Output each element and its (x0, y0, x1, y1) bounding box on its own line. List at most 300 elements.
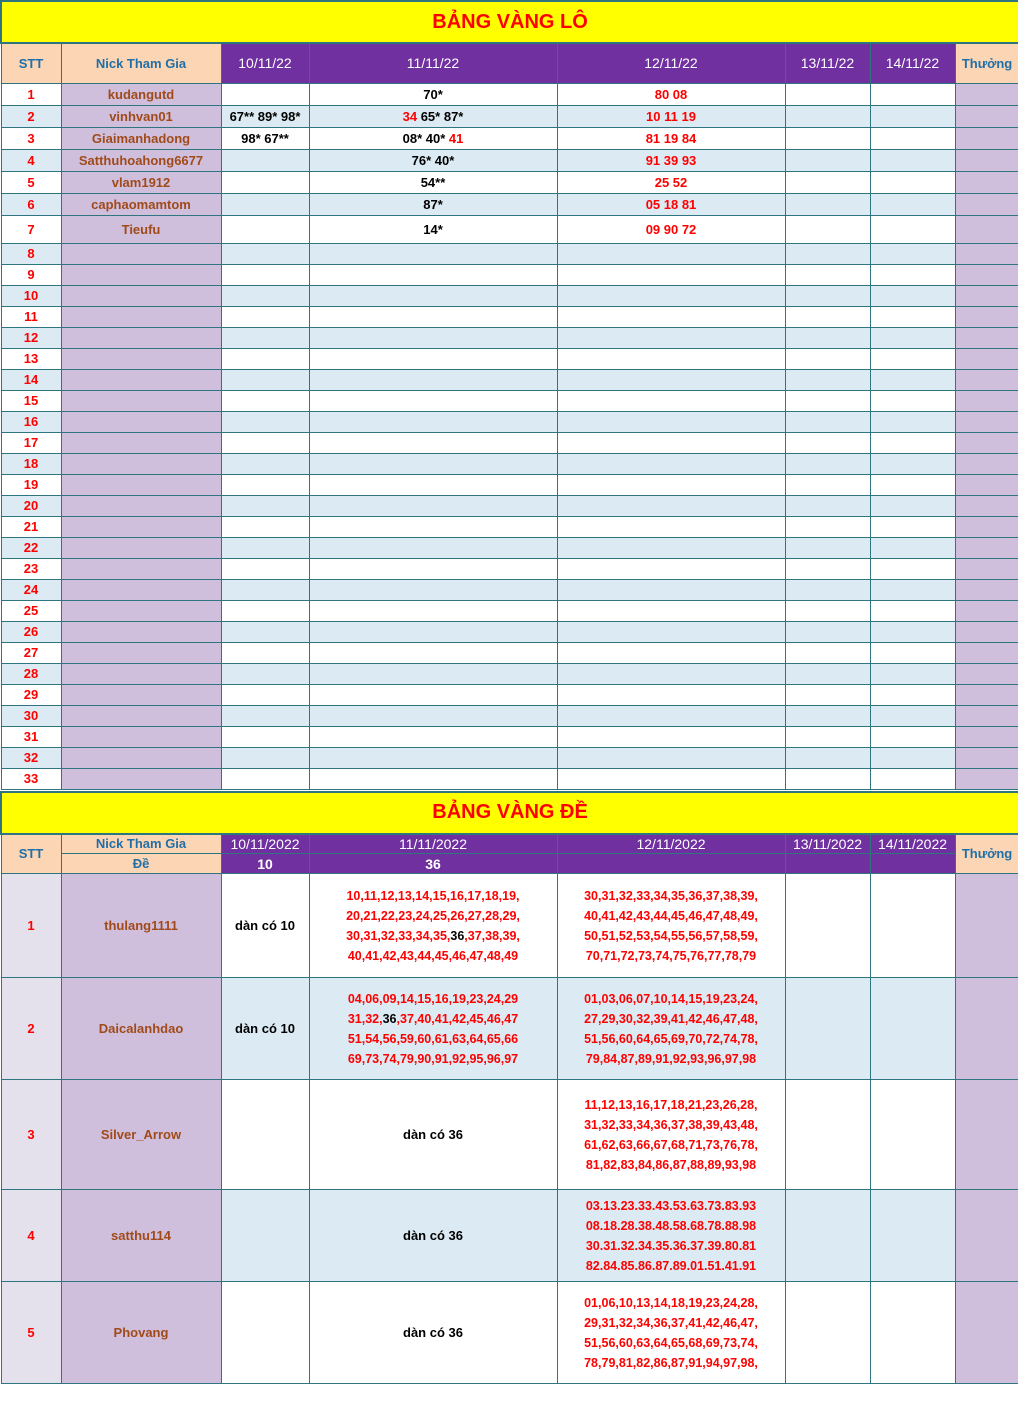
row-day4 (785, 369, 870, 390)
row-day4 (785, 83, 870, 105)
number-line (558, 1353, 785, 1373)
row-day5 (870, 105, 955, 127)
row-nick: Satthuhoahong6677 (61, 149, 221, 171)
row-day2 (309, 411, 557, 432)
row-day3 (557, 726, 785, 747)
number-line (558, 1333, 785, 1353)
row-day3 (557, 474, 785, 495)
row-day3 (557, 105, 785, 127)
row-day2 (309, 537, 557, 558)
row-thuong (955, 537, 1018, 558)
row-thuong (955, 600, 1018, 621)
row-day1 (221, 411, 309, 432)
row-day3 (557, 684, 785, 705)
number-line (558, 1196, 785, 1216)
row-day4 (785, 516, 870, 537)
row-nick: caphaomamtom (61, 193, 221, 215)
row-nick (61, 516, 221, 537)
row-day3 (557, 149, 785, 171)
row-day1 (221, 495, 309, 516)
row-day3 (557, 369, 785, 390)
row-day1 (221, 306, 309, 327)
row-day2: dàn có 36 (309, 1190, 557, 1282)
table-row (1, 747, 1018, 768)
number-group: 54** (420, 174, 446, 190)
number-text: 40,41,42,43,44,45,46,47,48,49, (584, 908, 758, 923)
row-stt: 1 (1, 874, 61, 978)
row-day2 (309, 348, 557, 369)
row-nick (61, 705, 221, 726)
row-day2 (309, 726, 557, 747)
number-line (310, 946, 557, 966)
row-day5 (870, 474, 955, 495)
row-day2: dàn có 36 (309, 1282, 557, 1384)
row-day4 (785, 171, 870, 193)
row-thuong (955, 1190, 1018, 1282)
row-thuong (955, 264, 1018, 285)
row-thuong (955, 726, 1018, 747)
row-stt: 30 (1, 705, 61, 726)
row-day5 (870, 600, 955, 621)
row-day1 (221, 285, 309, 306)
row-day2 (309, 768, 557, 789)
row-day1 (221, 390, 309, 411)
row-thuong (955, 558, 1018, 579)
row-day1 (221, 83, 309, 105)
row-day1 (221, 1282, 309, 1384)
row-thuong (955, 621, 1018, 642)
row-stt: 28 (1, 663, 61, 684)
row-thuong (955, 516, 1018, 537)
number-text: 29,31,32,34,36,37,41,42,46,47, (584, 1315, 758, 1330)
number-text: 30.31.32.34.35.36.37.39.80.81 (585, 1238, 757, 1253)
header-thuong: Thưởng (955, 43, 1018, 83)
row-nick (61, 558, 221, 579)
table-row (1, 83, 1018, 105)
row-day3 (557, 495, 785, 516)
row-day1 (221, 600, 309, 621)
number-group: 70* (423, 86, 443, 102)
number-text: 70,71,72,73,74,75,76,77,78,79 (585, 948, 757, 963)
number-text: 36 (450, 928, 465, 943)
table-row (1, 1282, 1018, 1384)
number-text: 36 (382, 1011, 397, 1026)
row-day3 (557, 874, 785, 978)
row-day1 (221, 369, 309, 390)
number-line (558, 1236, 785, 1256)
row-day5 (870, 285, 955, 306)
row-day5 (870, 874, 955, 978)
row-day4 (785, 390, 870, 411)
row-stt: 29 (1, 684, 61, 705)
header-date: 11/11/22 (309, 43, 557, 83)
row-day1 (221, 1190, 309, 1282)
row-nick (61, 474, 221, 495)
row-day5 (870, 411, 955, 432)
row-stt: 8 (1, 243, 61, 264)
table-row (1, 537, 1018, 558)
table-row (1, 264, 1018, 285)
row-day2 (309, 149, 557, 171)
row-thuong (955, 705, 1018, 726)
row-day1 (221, 726, 309, 747)
row-day5 (870, 1282, 955, 1384)
row-day1 (221, 264, 309, 285)
row-day2 (309, 579, 557, 600)
row-nick: Daicalanhdao (61, 978, 221, 1080)
row-thuong (955, 327, 1018, 348)
row-day3 (557, 127, 785, 149)
row-nick: Tieufu (61, 215, 221, 243)
row-thuong (955, 306, 1018, 327)
row-thuong (955, 474, 1018, 495)
row-day1 (221, 215, 309, 243)
row-day2 (309, 978, 557, 1080)
row-day2 (309, 558, 557, 579)
row-day5 (870, 149, 955, 171)
row-stt: 31 (1, 726, 61, 747)
row-day4 (785, 726, 870, 747)
table-row (1, 621, 1018, 642)
table-row (1, 105, 1018, 127)
row-day2 (309, 600, 557, 621)
header-thuong: Thưởng (955, 834, 1018, 874)
row-stt: 23 (1, 558, 61, 579)
row-stt: 1 (1, 83, 61, 105)
header-date: 13/11/22 (785, 43, 870, 83)
row-day3 (557, 600, 785, 621)
row-day5 (870, 127, 955, 149)
table-row (1, 285, 1018, 306)
row-day5 (870, 642, 955, 663)
row-day5 (870, 83, 955, 105)
row-thuong (955, 747, 1018, 768)
table-row (1, 642, 1018, 663)
result-day3 (557, 854, 785, 874)
number-line (558, 1155, 785, 1175)
row-day5 (870, 579, 955, 600)
row-thuong (955, 215, 1018, 243)
row-day5 (870, 663, 955, 684)
number-text: 31,32, (347, 1011, 383, 1026)
row-day5 (870, 768, 955, 789)
row-day5 (870, 348, 955, 369)
row-day5 (870, 1190, 955, 1282)
row-stt: 33 (1, 768, 61, 789)
number-text: 51,54,56,59,60,61,63,64,65,66 (347, 1031, 519, 1046)
row-day4 (785, 495, 870, 516)
row-day3 (557, 705, 785, 726)
row-day3 (557, 1190, 785, 1282)
number-text: 11,12,13,16,17,18,21,23,26,28, (584, 1097, 758, 1112)
row-nick (61, 747, 221, 768)
row-day2 (309, 390, 557, 411)
row-day1 (221, 642, 309, 663)
row-day5 (870, 621, 955, 642)
result-day2: 36 (309, 854, 557, 874)
row-nick (61, 684, 221, 705)
row-day4 (785, 537, 870, 558)
row-nick (61, 390, 221, 411)
row-day5 (870, 243, 955, 264)
header-date: 10/11/22 (221, 43, 309, 83)
header-date: 11/11/2022 (309, 834, 557, 854)
number-text: 78,79,81,82,86,87,91,94,97,98, (584, 1355, 758, 1370)
row-stt: 9 (1, 264, 61, 285)
row-stt: 21 (1, 516, 61, 537)
row-nick (61, 453, 221, 474)
table-row (1, 369, 1018, 390)
row-stt: 2 (1, 978, 61, 1080)
number-line (310, 1049, 557, 1069)
row-stt: 14 (1, 369, 61, 390)
number-text: 69,73,74,79,90,91,92,95,96,97 (347, 1051, 519, 1066)
row-day3 (557, 348, 785, 369)
row-day2: dàn có 36 (309, 1080, 557, 1190)
table-row (1, 127, 1018, 149)
row-day2 (309, 663, 557, 684)
row-day5 (870, 747, 955, 768)
row-day3 (557, 747, 785, 768)
row-nick: vlam1912 (61, 171, 221, 193)
row-thuong (955, 285, 1018, 306)
number-group: 09 90 72 (645, 221, 697, 237)
number-text: 04,06,09,14,15,16,19,23,24,29 (347, 991, 519, 1006)
row-day5 (870, 264, 955, 285)
number-line (310, 989, 557, 1009)
row-nick (61, 726, 221, 747)
row-day3 (557, 663, 785, 684)
row-nick (61, 663, 221, 684)
row-nick (61, 768, 221, 789)
row-day4 (785, 411, 870, 432)
number-text: 01,03,06,07,10,14,15,19,23,24, (584, 991, 758, 1006)
row-stt: 11 (1, 306, 61, 327)
header-date: 10/11/2022 (221, 834, 309, 854)
row-day1: dàn có 10 (221, 978, 309, 1080)
row-thuong (955, 1282, 1018, 1384)
header-date: 14/11/2022 (870, 834, 955, 854)
row-day2 (309, 105, 557, 127)
row-day1 (221, 747, 309, 768)
row-day1 (221, 193, 309, 215)
row-day1 (221, 558, 309, 579)
row-day5 (870, 306, 955, 327)
number-text: 51,56,60,64,65,69,70,72,74,78, (584, 1031, 758, 1046)
number-group: 65* 87* (417, 108, 464, 124)
number-group: 34 (402, 108, 418, 124)
row-day1: 67** 89* 98* (221, 105, 309, 127)
row-day4 (785, 193, 870, 215)
row-day3 (557, 1080, 785, 1190)
row-day2 (309, 306, 557, 327)
number-text: 10,11,12,13,14,15,16,17,18,19, (346, 888, 520, 903)
number-line (558, 1256, 785, 1276)
number-text: 20,21,22,23,24,25,26,27,28,29, (346, 908, 520, 923)
row-thuong (955, 874, 1018, 978)
table-row (1, 432, 1018, 453)
row-day5 (870, 537, 955, 558)
row-day1 (221, 474, 309, 495)
row-stt: 27 (1, 642, 61, 663)
row-stt: 2 (1, 105, 61, 127)
row-thuong (955, 411, 1018, 432)
row-day3 (557, 432, 785, 453)
table-row (1, 149, 1018, 171)
number-line (558, 1009, 785, 1029)
row-stt: 4 (1, 1190, 61, 1282)
row-day4 (785, 327, 870, 348)
table-row (1, 684, 1018, 705)
row-stt: 18 (1, 453, 61, 474)
row-day3 (557, 390, 785, 411)
row-day4 (785, 1080, 870, 1190)
row-day2 (309, 621, 557, 642)
row-thuong (955, 978, 1018, 1080)
row-day3 (557, 411, 785, 432)
row-day1: 98* 67** (221, 127, 309, 149)
row-day1 (221, 537, 309, 558)
row-nick (61, 264, 221, 285)
row-day4 (785, 768, 870, 789)
row-day5 (870, 705, 955, 726)
row-day1: dàn có 10 (221, 874, 309, 978)
table-row (1, 726, 1018, 747)
table-row (1, 474, 1018, 495)
number-line (310, 1029, 557, 1049)
number-group: 25 52 (654, 174, 688, 190)
row-stt: 4 (1, 149, 61, 171)
row-day1 (221, 149, 309, 171)
row-day4 (785, 747, 870, 768)
table-row (1, 171, 1018, 193)
row-day1 (221, 432, 309, 453)
row-nick (61, 243, 221, 264)
row-day5 (870, 432, 955, 453)
result-day4 (785, 854, 870, 874)
row-day2 (309, 747, 557, 768)
number-group: 91 39 93 (645, 152, 697, 168)
row-thuong (955, 663, 1018, 684)
row-day5 (870, 684, 955, 705)
row-day5 (870, 453, 955, 474)
number-text: 61,62,63,66,67,68,71,73,76,78, (584, 1137, 758, 1152)
row-day2 (309, 171, 557, 193)
table-row (1, 768, 1018, 789)
row-day1 (221, 663, 309, 684)
row-stt: 24 (1, 579, 61, 600)
row-day2 (309, 495, 557, 516)
number-text: 79,84,87,89,91,92,93,96,97,98 (585, 1051, 757, 1066)
row-nick (61, 369, 221, 390)
row-day4 (785, 978, 870, 1080)
row-day4 (785, 306, 870, 327)
number-line (558, 1135, 785, 1155)
row-day3 (557, 285, 785, 306)
row-thuong (955, 1080, 1018, 1190)
row-day4 (785, 243, 870, 264)
table-row (1, 306, 1018, 327)
row-nick (61, 348, 221, 369)
number-line (558, 1313, 785, 1333)
table-row (1, 327, 1018, 348)
row-nick (61, 432, 221, 453)
row-thuong (955, 243, 1018, 264)
header-nick: Nick Tham Gia (61, 834, 221, 854)
row-nick (61, 642, 221, 663)
row-day4 (785, 642, 870, 663)
table-row (1, 978, 1018, 1080)
row-day3 (557, 243, 785, 264)
row-thuong (955, 432, 1018, 453)
number-line (558, 926, 785, 946)
row-day4 (785, 105, 870, 127)
row-day4 (785, 474, 870, 495)
row-thuong (955, 369, 1018, 390)
row-day4 (785, 149, 870, 171)
number-group: 87* (423, 196, 443, 212)
row-stt: 7 (1, 215, 61, 243)
row-day2 (309, 474, 557, 495)
row-day1 (221, 171, 309, 193)
header-date: 14/11/22 (870, 43, 955, 83)
row-day4 (785, 705, 870, 726)
number-line (558, 989, 785, 1009)
row-nick (61, 579, 221, 600)
number-line (558, 1115, 785, 1135)
row-nick: satthu114 (61, 1190, 221, 1282)
row-day4 (785, 621, 870, 642)
header-nick: Nick Tham Gia (61, 43, 221, 83)
row-day2 (309, 127, 557, 149)
row-day4 (785, 453, 870, 474)
number-text: 81,82,83,84,86,87,88,89,93,98 (585, 1157, 757, 1172)
row-day1 (221, 516, 309, 537)
row-day2 (309, 453, 557, 474)
number-text: 30,31,32,33,34,35,36,37,38,39, (584, 888, 758, 903)
row-stt: 5 (1, 1282, 61, 1384)
row-day1 (221, 621, 309, 642)
row-day5 (870, 369, 955, 390)
row-stt: 25 (1, 600, 61, 621)
row-day3 (557, 621, 785, 642)
row-thuong (955, 495, 1018, 516)
row-day2 (309, 516, 557, 537)
row-nick (61, 495, 221, 516)
row-day4 (785, 663, 870, 684)
row-day5 (870, 171, 955, 193)
table-row (1, 243, 1018, 264)
row-nick: thulang1111 (61, 874, 221, 978)
lo-title: BẢNG VÀNG LÔ (1, 1, 1018, 43)
row-day4 (785, 432, 870, 453)
row-day3 (557, 978, 785, 1080)
table-row (1, 453, 1018, 474)
header-date: 12/11/22 (557, 43, 785, 83)
row-day5 (870, 193, 955, 215)
row-day2 (309, 243, 557, 264)
row-thuong (955, 390, 1018, 411)
row-day1 (221, 684, 309, 705)
number-group: 08* 40* (402, 130, 449, 146)
row-day5 (870, 390, 955, 411)
row-day3 (557, 1282, 785, 1384)
row-day5 (870, 495, 955, 516)
number-line (558, 906, 785, 926)
number-line (310, 1009, 557, 1029)
number-group: 76* 40* (411, 152, 455, 168)
row-thuong (955, 127, 1018, 149)
